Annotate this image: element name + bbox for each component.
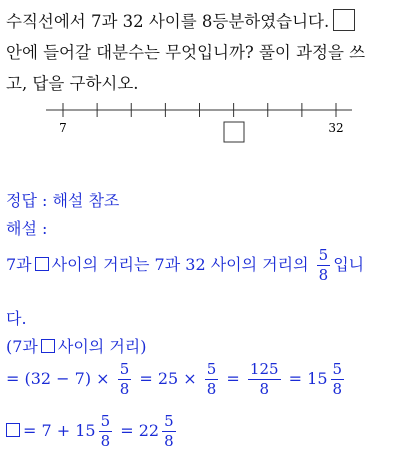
number-line-answer-box-icon xyxy=(224,122,244,142)
fraction: $\frac{5}{8}$ xyxy=(100,412,111,450)
solution-text: 사이의 거리는 7과 32 사이의 거리의 xyxy=(51,255,309,274)
number-line-right-label: 32 xyxy=(328,121,344,135)
fraction: $\frac{5}{8}$ xyxy=(164,412,174,450)
question-line-3: 고, 답을 구하시오. xyxy=(6,74,139,93)
solution-line-4 xyxy=(6,362,347,397)
solution-text: 사이의 거리) xyxy=(57,337,147,356)
blank-box-icon xyxy=(6,423,20,437)
question-text xyxy=(6,6,396,99)
number-line-left-label: 7 xyxy=(59,121,67,135)
solution-line-2: 다. xyxy=(6,309,27,328)
question-line-1: 수직선에서 7과 32 사이를 8등분하였습니다. xyxy=(6,12,330,31)
number-line xyxy=(0,96,400,156)
solution-text: = (32 − 7) × xyxy=(6,369,110,388)
fraction: $\frac{5}{8}$ xyxy=(119,360,130,398)
fraction: $\frac{125}{8}$ xyxy=(249,360,279,398)
blank-box-icon xyxy=(35,257,49,271)
answer-box-icon xyxy=(333,9,355,31)
answer-label: 정답 : 해설 참조 xyxy=(6,191,120,210)
solution-line-5 xyxy=(6,414,179,449)
solution-text: = 15 xyxy=(288,369,328,388)
solution-text: = 7 + 15 xyxy=(23,421,96,440)
fraction: $\frac{5}{8}$ xyxy=(332,360,343,398)
solution-line-1 xyxy=(6,248,364,283)
solution-text: 7과 xyxy=(6,255,32,274)
question-line-2: 안에 들어갈 대분수는 무엇입니까? 풀이 과정을 쓰 xyxy=(6,43,366,62)
solution-text: 입니 xyxy=(333,255,365,274)
solution-line-3 xyxy=(6,334,147,357)
blank-box-icon xyxy=(41,339,55,353)
fraction: $\frac{5}{8}$ xyxy=(206,360,217,398)
solution-text: = 25 × xyxy=(139,369,197,388)
fraction: $\frac{5}{8}$ xyxy=(318,246,329,284)
solution-text: = 22 xyxy=(120,421,160,440)
solution-label: 해설 : xyxy=(6,219,48,238)
solution-text: (7과 xyxy=(6,337,38,356)
solution-text: = xyxy=(226,369,240,388)
